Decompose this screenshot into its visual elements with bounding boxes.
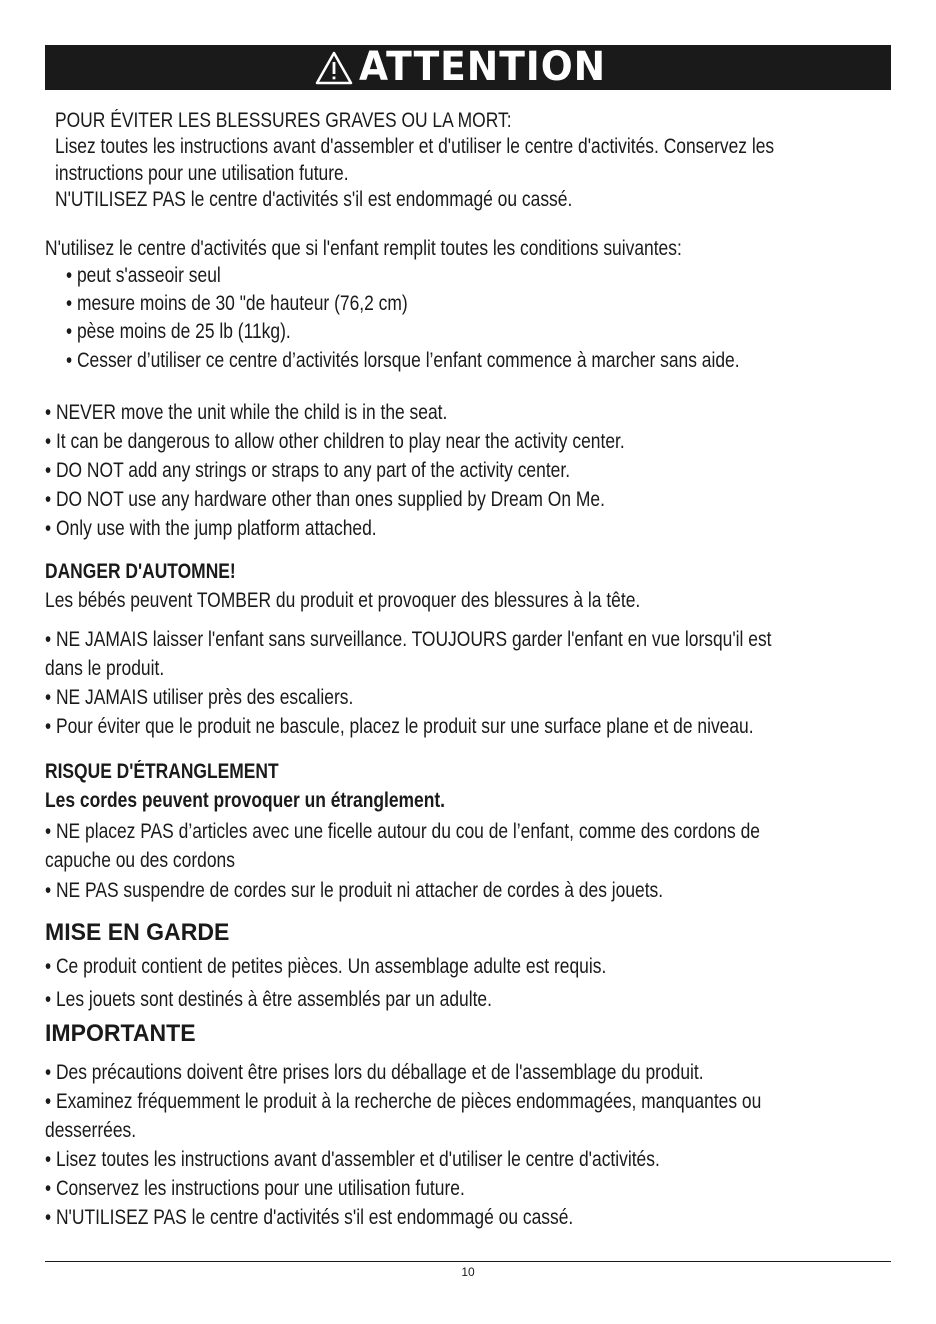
page-number: 10	[461, 1265, 475, 1279]
important-heading: IMPORTANTE	[45, 1020, 196, 1047]
warning-item: • Only use with the jump platform attached.	[45, 517, 377, 540]
attention-banner	[45, 45, 891, 90]
caution-item: • Les jouets sont destinés à être assemblés par un adulte.	[45, 988, 492, 1011]
warning-item: • It can be dangerous to allow other children to play near the activity center.	[45, 430, 625, 453]
important-item: • Des précautions doivent être prises lors du déballage et de l'assemblage du produit.	[45, 1061, 704, 1084]
intro-heading: POUR ÉVITER LES BLESSURES GRAVES OU LA MORT:	[55, 109, 512, 132]
strangulation-item: • NE PAS suspendre de cordes sur le produit ni attacher de cordes à des jouets.	[45, 879, 664, 902]
important-item: • Lisez toutes les instructions avant d'assembler et d'utiliser le centre d'activités.	[45, 1148, 660, 1171]
fall-item: • Pour éviter que le produit ne bascule, placez le produit sur une surface plane et de niveau.	[45, 715, 754, 738]
important-item: • Conservez les instructions pour une utilisation future.	[45, 1177, 465, 1200]
important-item: desserrées.	[45, 1119, 137, 1142]
fall-text: Les bébés peuvent TOMBER du produit et provoquer des blessures à la tête.	[45, 589, 641, 612]
intro-line: N'UTILISEZ PAS le centre d'activités s'il est endommagé ou cassé.	[55, 188, 573, 211]
warning-item: • NEVER move the unit while the child is in the seat.	[45, 401, 448, 424]
condition-item: • peut s'asseoir seul	[66, 264, 221, 287]
important-item: • Examinez fréquemment le produit à la recherche de pièces endommagées, manquantes ou	[45, 1090, 762, 1113]
warning-item: • DO NOT use any hardware other than ones supplied by Dream On Me.	[45, 488, 605, 511]
caution-item: • Ce produit contient de petites pièces. Un assemblage adulte est requis.	[45, 955, 607, 978]
strangulation-heading: RISQUE D'ÉTRANGLEMENT	[45, 760, 279, 783]
strangulation-item: • NE placez PAS d’articles avec une ficelle autour du cou de l’enfant, comme des cordons de	[45, 820, 760, 843]
condition-item: • Cesser d’utiliser ce centre d’activités lorsque l’enfant commence à marcher sans aide.	[66, 349, 740, 372]
caution-heading: MISE EN GARDE	[45, 919, 230, 946]
footer-divider	[45, 1261, 891, 1262]
strangulation-item: capuche ou des cordons	[45, 849, 235, 872]
fall-heading: DANGER D'AUTOMNE!	[45, 560, 236, 583]
page-title: ATTENTION	[358, 44, 606, 90]
condition-item: • pèse moins de 25 lb (11kg).	[66, 320, 291, 343]
warning-triangle-icon	[315, 51, 353, 85]
fall-item: dans le produit.	[45, 657, 165, 680]
warning-item: • DO NOT add any strings or straps to any part of the activity center.	[45, 459, 571, 482]
conditions-lead: N'utilisez le centre d'activités que si l'enfant remplit toutes les conditions suivantes:	[45, 237, 682, 260]
fall-item: • NE JAMAIS laisser l'enfant sans surveillance. TOUJOURS garder l'enfant en vue lorsqu'il est	[45, 628, 772, 651]
condition-item: • mesure moins de 30 "de hauteur (76,2 cm)	[66, 292, 408, 315]
intro-line: Lisez toutes les instructions avant d'assembler et d'utiliser le centre d'activités. Conservez les	[55, 135, 775, 158]
important-item: • N'UTILISEZ PAS le centre d'activités s'il est endommagé ou cassé.	[45, 1206, 574, 1229]
strangulation-subheading: Les cordes peuvent provoquer un étranglement.	[45, 789, 446, 812]
intro-line: instructions pour une utilisation future.	[55, 162, 349, 185]
fall-item: • NE JAMAIS utiliser près des escaliers.	[45, 686, 354, 709]
